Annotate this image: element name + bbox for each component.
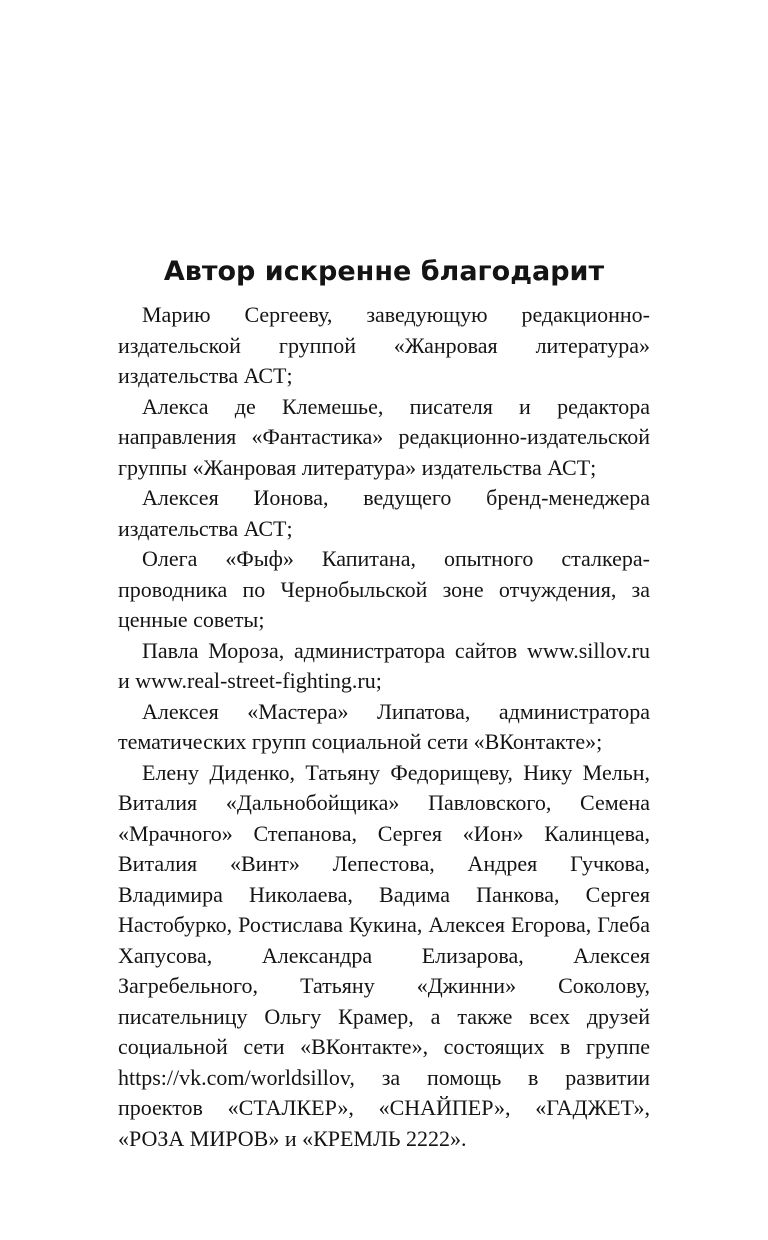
paragraph: Алексея Ионова, ведущего бренд-менеджера издательства АСТ;	[118, 485, 650, 541]
acknowledgements-text	[118, 300, 650, 1154]
paragraph: Марию Сергееву, заведующую редакционно-издательской группой «Жанровая литература» издательства АСТ;	[118, 302, 650, 388]
paragraph: Павла Мороза, администратора сайтов www.sillov.ru и www.real-street-fighting.ru;	[118, 637, 650, 693]
page-title: Автор искренне благодарит	[163, 256, 605, 287]
paragraph: Олега «Фыф» Капитана, опытного сталкера-проводника по Чернобыльской зоне отчуждения, за ценные советы;	[118, 546, 650, 632]
paragraph: Алекса де Клемешье, писателя и редактора направления «Фантастика» редакционно-издательской группы «Жанровая литература» издательства АСТ;	[118, 393, 650, 480]
paragraph: Алексея «Мастера» Липатова, администратора тематических групп социальной сети «ВКонтакте»;	[118, 698, 650, 754]
paragraph: Елену Диденко, Татьяну Федорищеву, Нику Мельн, Виталия «Дальнобойщика» Павловского, Семена «Мрачного» Степанова, Сергея «Ион» Калинцева, Виталия «Винт» Лепестова, Андрея Гучкова, Владимира Николаева, Вадима Панкова, Сергея Настобурко, Ростислава Кукина, Алексея Егорова, Глеба Хапусова, Александра Елизарова, Алексея Загребельного, Татьяну «Джинни» Соколову, писательницу Ольгу Крамер, а также всех друзей социальной сети «ВКонтакте», состоящих в группе https://vk.com/worldsillov, за помощь в развитии проектов «СТАЛКЕР», «СНАЙПЕР», «ГАДЖЕТ», «РОЗА МИРОВ» и «КРЕМЛЬ 2222».	[118, 759, 650, 1151]
